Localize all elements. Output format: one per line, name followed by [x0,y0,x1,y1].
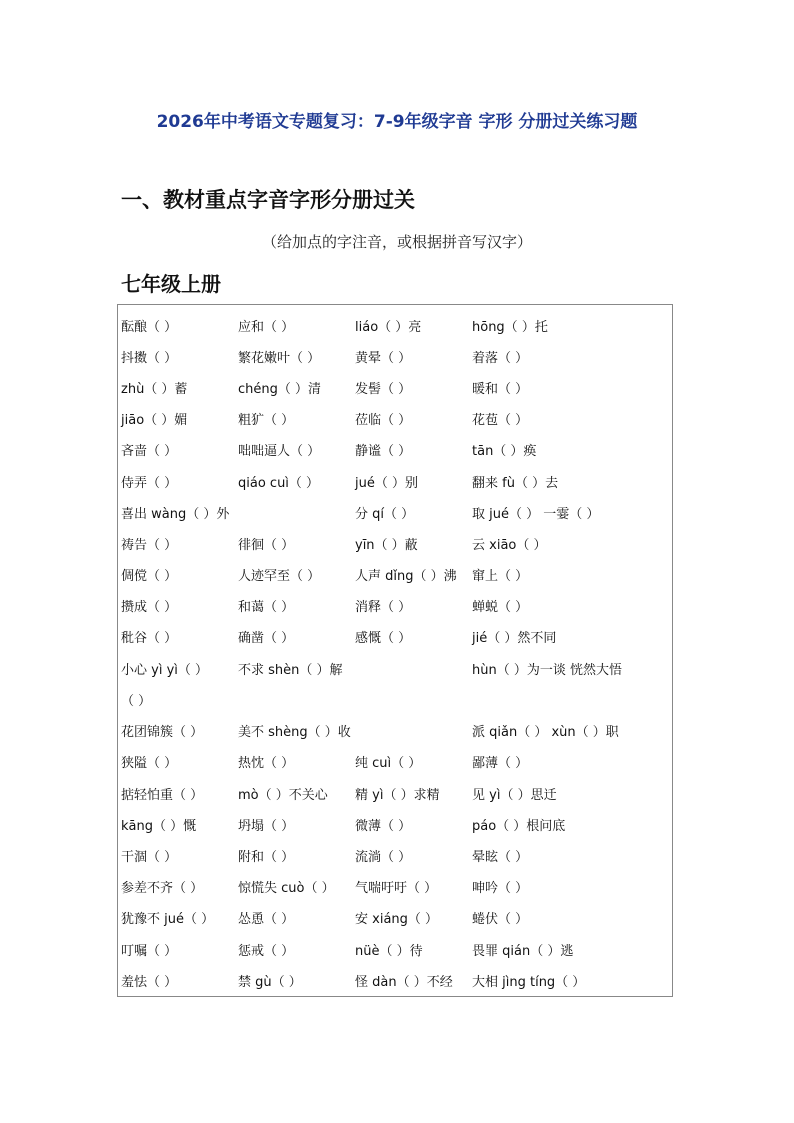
word-item: jié（ ）然不同 [472,631,557,646]
word-item: 喜出 wàng（ ）外 [121,507,230,522]
word-item: 抖擞（ ） [121,351,178,366]
word-item: 气喘吁吁（ ） [355,881,438,896]
table-row [118,655,672,686]
word-item: 流淌（ ） [355,850,412,865]
table-row [118,530,672,561]
word-item: 花团锦簇（ ） [121,725,204,740]
word-item: 吝啬（ ） [121,444,178,459]
word-item: 附和（ ） [238,850,295,865]
word-item: 精 yì（ ）求精 [355,788,440,803]
word-item: 惩戒（ ） [238,944,295,959]
word-item: 徘徊（ ） [238,538,295,553]
word-item: 微薄（ ） [355,819,412,834]
word-item: 怪 dàn（ ）不经 [355,975,453,990]
table-row [118,592,672,623]
table-row [118,436,672,467]
word-item: 翻来 fù（ ）去 [472,476,559,491]
word-item: liáo（ ）亮 [355,320,422,335]
word-item: hōng（ ）托 [472,320,548,335]
table-row [118,374,672,405]
word-item: 云 xiāo（ ） [472,538,547,553]
word-item: páo（ ）根问底 [472,819,566,834]
word-item: yīn（ ）蔽 [355,538,418,553]
table-row [118,811,672,842]
word-item: 晕眩（ ） [472,850,529,865]
word-item: 羞怯（ ） [121,975,178,990]
word-item: 派 qiǎn（ ） xùn（ ）职 [472,725,619,740]
word-item: 取 jué（ ） 一霎（ ） [472,507,600,522]
word-item: kāng（ ）慨 [121,819,197,834]
word-item: 侍弄（ ） [121,476,178,491]
word-item: 和蔼（ ） [238,600,295,615]
word-item: 畏罪 qián（ ）逃 [472,944,574,959]
word-item: 繁花嫩叶（ ） [238,351,321,366]
word-item: 分 qí（ ） [355,507,415,522]
word-item: 秕谷（ ） [121,631,178,646]
word-item: 美不 shèng（ ）收 [238,725,351,740]
word-item: zhù（ ）蓄 [121,382,188,397]
table-row [118,967,672,998]
table-row [118,343,672,374]
word-item: 坍塌（ ） [238,819,295,834]
word-item: 莅临（ ） [355,413,412,428]
word-item: 应和（ ） [238,320,295,335]
word-item: 大相 jìng tíng（ ） [472,975,586,990]
table-row [118,748,672,779]
word-item: chéng（ ）清 [238,382,322,397]
table-row [118,468,672,499]
word-item: 怂恿（ ） [238,912,295,927]
table-row [118,780,672,811]
word-item: mò（ ）不关心 [238,788,328,803]
word-table [117,304,673,997]
word-item: 花苞（ ） [472,413,529,428]
word-item: hùn（ ）为一谈 恍然大悟 [472,663,622,678]
table-row [118,561,672,592]
word-item: 倜傥（ ） [121,569,178,584]
table-row [118,717,672,748]
word-item: 蝉蜕（ ） [472,600,529,615]
word-item: 干涸（ ） [121,850,178,865]
word-item: 消释（ ） [355,600,412,615]
word-item: 热忱（ ） [238,756,295,771]
word-item: 粗犷（ ） [238,413,295,428]
word-item: 见 yì（ ）思迁 [472,788,557,803]
word-item: 鄙薄（ ） [472,756,529,771]
word-item: 小心 yì yì（ ） [121,663,209,678]
word-item: 静谧（ ） [355,444,412,459]
word-item: 发髻（ ） [355,382,412,397]
word-item: 酝酿（ ） [121,320,178,335]
word-item: 狭隘（ ） [121,756,178,771]
word-item: 惊慌失 cuò（ ） [238,881,335,896]
word-item: 禁 gù（ ） [238,975,302,990]
table-row [118,873,672,904]
word-item: 犹豫不 jué（ ） [121,912,215,927]
word-item: 窜上（ ） [472,569,529,584]
word-item: 感慨（ ） [355,631,412,646]
table-row [118,312,672,343]
table-row [118,686,672,717]
table-row [118,405,672,436]
word-item: jiāo（ ）媚 [121,413,188,428]
word-item: 安 xiáng（ ） [355,912,439,927]
word-item: qiáo cuì（ ） [238,476,320,491]
word-item: 纯 cuì（ ） [355,756,422,771]
table-row [118,904,672,935]
section-heading: 一、教材重点字音字形分册过关 [121,188,415,212]
word-item: 祷告（ ） [121,538,178,553]
word-item: 人迹罕至（ ） [238,569,321,584]
word-item: 确凿（ ） [238,631,295,646]
grade-heading: 七年级上册 [121,272,221,296]
word-item: （ ） [121,694,152,709]
word-item: 叮嘱（ ） [121,944,178,959]
word-item: 掂轻怕重（ ） [121,788,204,803]
word-item: 咄咄逼人（ ） [238,444,321,459]
table-row [118,623,672,654]
word-item: 不求 shèn（ ）解 [238,663,343,678]
table-row [118,936,672,967]
word-item: jué（ ）别 [355,476,418,491]
word-item: 人声 dǐng（ ）沸 [355,569,457,584]
word-item: 暖和（ ） [472,382,529,397]
word-item: 呻吟（ ） [472,881,529,896]
instruction-text: （给加点的字注音，或根据拼音写汉字） [261,233,532,251]
word-item: 参差不齐（ ） [121,881,204,896]
word-item: nüè（ ）待 [355,944,423,959]
word-item: 蜷伏（ ） [472,912,529,927]
word-item: tān（ ）痪 [472,444,537,459]
word-item: 黄晕（ ） [355,351,412,366]
table-row [118,499,672,530]
table-row [118,842,672,873]
document-title: 2026年中考语文专题复习：7-9年级字音 字形 分册过关练习题 [156,112,638,132]
word-item: 着落（ ） [472,351,529,366]
word-item: 攒成（ ） [121,600,178,615]
